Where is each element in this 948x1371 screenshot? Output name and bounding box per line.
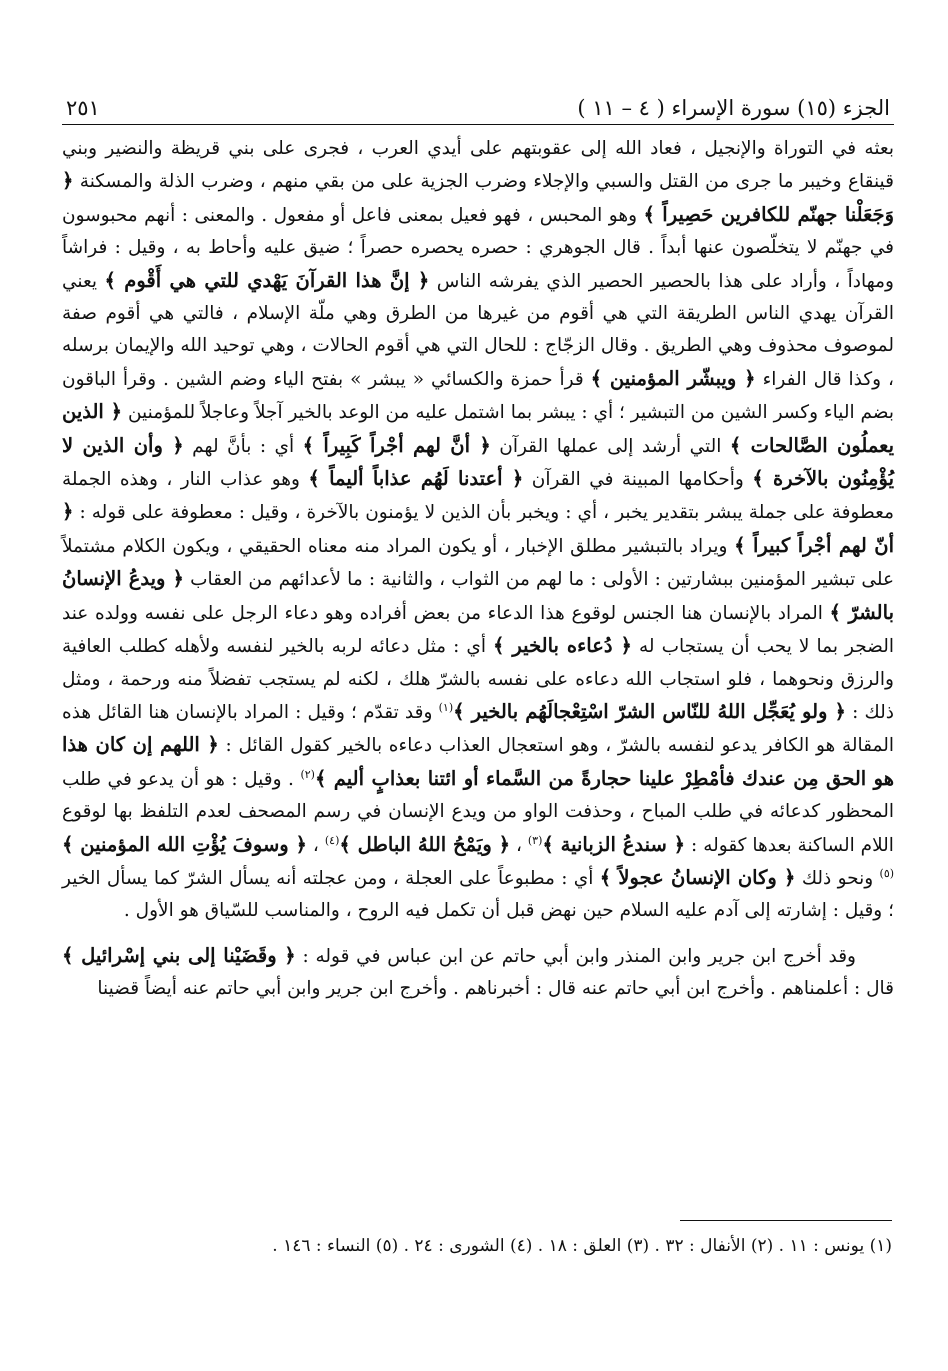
footnote-divider — [680, 1220, 892, 1221]
body-text — [62, 133, 894, 1006]
quran-quote: ﴿ ويدعُ الإنسانُ بالشرّ ﴾ — [62, 567, 894, 624]
quran-quote: ﴿ ويبشّر المؤمنين ﴾ — [590, 366, 756, 390]
quran-quote: ﴿ ولو يُعَجِّل اللهُ للنّاس الشرّ اسْتِعْجالَهُم بالخير ﴾ — [453, 699, 846, 723]
text-segment: ، — [515, 834, 522, 856]
quran-quote: ﴿ الذين يعملُون الصَّالحات ﴾ — [61, 400, 894, 457]
text-segment: يعني القرآن يهدي الناس الطريقة التي هي أقوم من غيرها من الطرق وهي ملّة الإسلام ، فالتي هي أقوم صفة لموصوف محذوف وهي الطريق . وقال الزجّاج : للحال التي هي أقوم الحالات ، وهي توحيد الله والإيمان برسله ، وكذا قال الفراء — [62, 270, 895, 390]
text-segment: قرأ حمزة والكسائي « يبشر » بفتح الياء وضم الشين . وقرأ الباقون بضم الياء وكسر الشين من التبشير ؛ أي : يبشر بما اشتمل عليه من الوعد بالخير آجلاً وعاجلاً للمؤمنين — [62, 368, 894, 424]
paragraph-2 — [62, 940, 894, 1006]
text-segment: التي أرشد إلى عملها القرآن — [499, 435, 722, 457]
text-segment: وقد تقدّم ؛ وقيل : المراد بالإنسان هنا القائل هذه المقالة هو الكافر يدعو لنفسه بالشرّ ، وهو استعجال العذاب دعاءه بالخير كقول القائل : — [62, 701, 894, 757]
quran-quote: ﴿ أنّ لهم أجْراً كبيراً ﴾ — [62, 500, 894, 557]
text-segment: وهو عذاب النار ، وهذه الجملة معطوفة على جملة يبشر بتقدير يخبر ، أي : ويخبر بأن الذين لا يؤمنون بالآخرة ، وقيل : معطوفة على قوله : — [62, 469, 894, 524]
text-segment: . وقيل : هو أن يدعو في طلب المحظور كدعائه في طلب المباح ، وحذفت الواو من ويدع الإنسان في رسم المصحف لعدم التلفظ بها لوقوع اللام الساكنة بعدها كقوله : — [62, 768, 894, 856]
text-segment: المراد بالإنسان هنا الجنس لوقوع هذا الدعاء من بعض أفراده وهو دعاء الرجل على نفسه وولده عند الضجر بما لا يحب أن يستجاب له — [62, 602, 894, 658]
quran-quote: ﴿ وأن الذين لا يُؤْمِنُون بالآخرة ﴾ — [62, 433, 895, 491]
text-segment: ويراد بالتبشير مطلق الإخبار ، أو يكون المراد منه معناه الحقيقي ، ويكون الكلام مشتملاً على تبشير المؤمنين ببشارتين : الأولى : ما لهم من الثواب ، والثانية : ما لأعدائهم من العقاب — [62, 535, 894, 591]
quran-quote: ﴿ ويَمْحُ اللهُ الباطل ﴾ — [339, 832, 511, 856]
text-segment: وأحكامها المبينة في القرآن — [531, 469, 744, 491]
footnote-marker: (٣) — [527, 833, 543, 847]
text-segment: وقد أخرج ابن جرير وابن المنذر وابن أبي حاتم عن ابن عباس في قوله : — [302, 945, 856, 967]
page-number: ٢٥١ — [66, 96, 100, 120]
text-segment: أي : بأنَّ لهم — [192, 435, 295, 457]
footnote-marker: (٥) — [879, 866, 895, 880]
text-segment: ونحو ذلك — [801, 867, 874, 889]
text-segment: ، — [312, 834, 319, 856]
quran-quote: ﴿ دُعاءه بالخير ﴾ — [493, 634, 632, 658]
page — [62, 84, 894, 1006]
text-segment: أي : مطبوعاً على العجلة ، ومن عجلته أنه يسأل الشرّ كما يسأل الخير ؛ وقيل : إشارته إلى آدم عليه السلام حين نهض قبل أن تكمل فيه الروح ، والمناسب للسّياق هو الأول . — [62, 867, 894, 922]
text-segment: بعثه في التوراة والإنجيل ، فعاد الله إلى عقوبتهم على أيدي العرب ، فجرى على بني قريظة والنضير وبني قينقاع وخيبر ما جرى من القتل والسبي والإجلاء وضرب الجزية على من بقي منهم ، وضرب الذلة والمسكنة — [62, 138, 894, 193]
quran-quote: ﴿ أعتدنا لَهُم عذاباً أليماً ﴾ — [308, 467, 524, 491]
text-segment: وهو المحبس ، فهو فعيل بمعنى فاعل أو مفعول . والمعنى : أنهم محبوسون في جهنّم لا يتخلّصون عنها أبداً . قال الجوهري : حصره يحصره حصراً ؛ ضيق عليه وأحاط به ، وقيل : فراشاً ومهاداً ، وأراد على هذا بالحصير الحصير الذي يفرشه الناس — [62, 204, 894, 292]
quran-quote: ﴿ وقَضَيْنا إلى بني إسْرائيل ﴾ — [62, 943, 296, 967]
quran-quote: ﴿ إنَّ هذا القرآنَ يَهْدي للتي هي أَقْوم ﴾ — [104, 268, 430, 292]
footnote-marker: (٤) — [324, 833, 340, 847]
quran-quote: ﴿ أنَّ لهم أجْراً كَبِيراً ﴾ — [302, 433, 491, 457]
header-title: الجزء (١٥) سورة الإسراء ( ٤ – ١١ ) — [577, 96, 890, 120]
quran-quote: ﴿ وَجَعَلْنا جهنّم للكافرين حَصِيراً ﴾ — [62, 169, 894, 226]
quran-quote: ﴿ اللهم إن كان هذا هو الحق مِن عندك فأمْطِرْ علينا حجارةً من السَّماء أو ائتنا بعذابٍ أليم ﴾ — [62, 733, 894, 790]
footnote-marker: (٢) — [300, 767, 315, 781]
quran-quote: ﴿ وسوفَ يُؤْتِ الله المؤمنين ﴾ — [62, 832, 307, 856]
text-segment: أي : مثل دعائه لربه بالخير لنفسه ولأهله كطلب العافية والرزق ونحوهما ، فلو استجاب الله دعاءه على نفسه بالشرّ هلك ، لكنه لم يستجب تفضلاً منه ورحمة ، ومثل ذلك : — [62, 636, 894, 723]
quran-quote: ﴿ وكان الإنسانُ عجولاً ﴾ — [599, 865, 796, 889]
text-segment: قال : أعلمناهم . وأخرج ابن أبي حاتم عنه قال : أخبرناهم . وأخرج ابن جرير وابن أبي حاتم عنه أيضاً قضينا — [97, 978, 894, 1000]
footnotes: (١) يونس : ١١ . (٢) الأنفال : ٣٢ . (٣) العلق : ١٨ . (٤) الشورى : ٢٤ . (٥) النساء : ١٤٦ . — [272, 1236, 892, 1256]
footnote-marker: (١) — [438, 700, 454, 714]
quran-quote: ﴿ سندعُ الزبانية ﴾ — [542, 832, 686, 856]
running-header — [62, 84, 894, 125]
paragraph-1 — [62, 133, 894, 928]
